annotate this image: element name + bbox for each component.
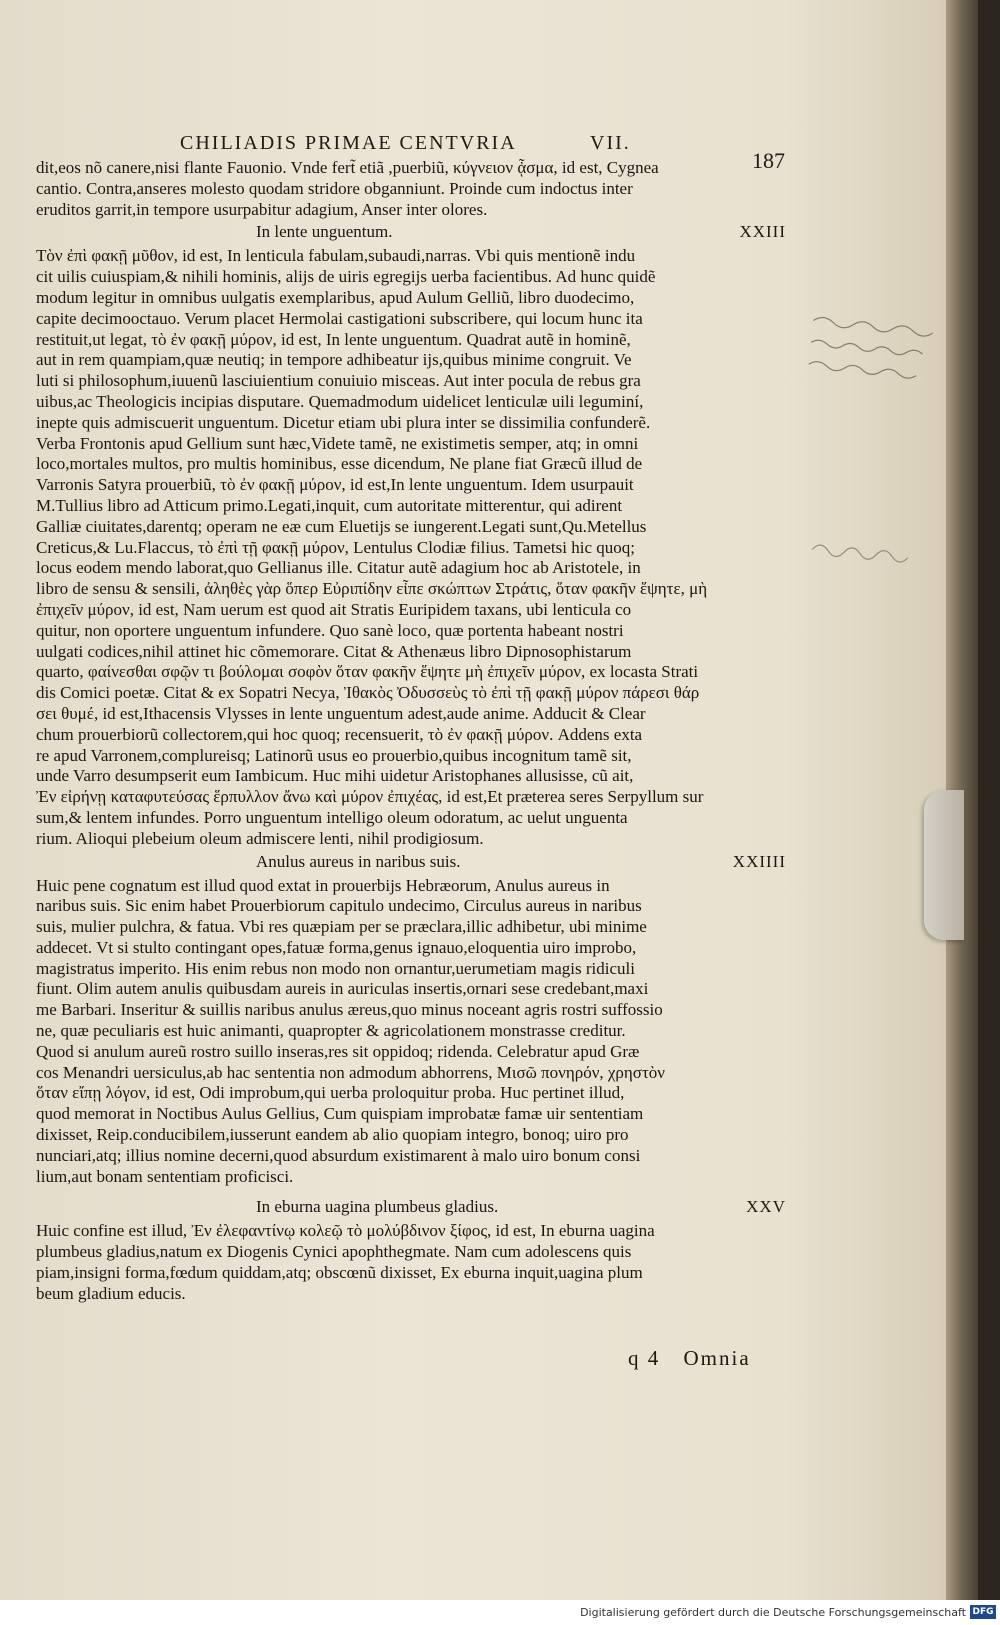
text-line: suis, mulier pulchra, & fatua. Vbi res quæpiam per se præclara,illic adhibetur, ubi minime [36, 917, 647, 937]
section-heading-xxiiii [36, 852, 786, 876]
section-heading-xxiii [36, 222, 786, 246]
text-line: aut in rem quampiam,quæ neutiq; in tempore adhibeatur ijs,quibus minime congruit. Ve [36, 350, 632, 370]
text-line: beum gladium educis. [36, 1283, 186, 1303]
text-line: libro de sensu & sensili, ἀληθὲς γὰρ ὅπερ Εὐριπίδην εἶπε σκώπτων Στράτις, ὅταν φακῆν ἕψητε, μὴ [36, 579, 708, 599]
paragraph-anulus [36, 876, 786, 1188]
text-line: naribus suis. Sic enim habet Prouerbiorum capitulo undecimo, Circulus aureus in naribus [36, 896, 642, 916]
footer-credit: Digitalisierung gefördert durch die Deutsche Forschungsgemeinschaft [580, 1606, 966, 1619]
text-line: ἐπιχεῖν μύρον, id est, Nam uerum est quod ait Stratis Euripidem taxans, ubi lenticula co [36, 599, 632, 619]
catchword-line [628, 1346, 767, 1371]
section-number: XXIII [739, 222, 786, 242]
text-line: uulgati codices,nihil attinet hic cõmemorare. Citat & Athenæus libro Dipnosophistarum [36, 641, 632, 661]
text-line: fiunt. Olim autem anulis quibusdam aureis in auriculas insertis,ornari sese credebant,maxi [36, 979, 649, 999]
text-line: Varronis Satyra prouerbiũ, τὸ ἐν φακῇ μύρον, id est,In lente unguentum. Idem usurpauit [36, 475, 634, 495]
text-line: dixisset, Reip.conducibilem,iusserunt eandem ab alio quopiam integro, bonoq; uiro pro [36, 1125, 629, 1145]
text-line: loco,mortales multos, pro multis hominibus, esse dicendum, Ne plane fiat Græcũ illud de [36, 454, 643, 474]
text-line: locus eodem mendo laborat,quo Gellianus ille. Citatur autẽ adagium hoc ab Aristotele, in [36, 558, 641, 578]
running-title: CHILIADIS PRIMAE CENTVRIA [180, 132, 517, 154]
paragraph-intro [36, 158, 786, 220]
text-line: addecet. Vt si stulto contingant opes,fatuæ forma,genus ignauo,eloquentia uiro improbo, [36, 937, 637, 957]
text-line: M.Tullius libro ad Atticum primo.Legati,inquit, cum autoritate mitterentur, qui adirent [36, 495, 623, 515]
section-number: XXIIII [732, 851, 786, 871]
text-line: re apud Varronem,complureisq; Latinorũ usus eo prouerbio,quibus incognitum tamẽ sit, [36, 745, 632, 765]
text-line: me Barbari. Inseritur & suillis naribus anulus æreus,quo minus noceant agris rostri suffossio [36, 1000, 663, 1020]
section-heading-xxv [36, 1197, 786, 1221]
text-line: cit uilis cuiuspiam,& nihili hominis, alijs de uiris egregijs uerba facientibus. Ad hunc quidẽ [36, 267, 656, 287]
text-line: Huic confine est illud, Ἐν ἐλεφαντίνῳ κολεῷ τὸ μολύβδινον ξίφος, id est, In eburna uagina [36, 1221, 655, 1241]
dfg-logo: DFG [970, 1605, 996, 1619]
text-line: luti si philosophum,iuuenũ lasciuientium conuiuio misceas. Aut inter pocula de rebus gra [36, 371, 641, 391]
text-line: dit,eos nõ canere,nisi flante Fauonio. Vnde fert̃ etiã ,puerbiũ, κύγνειον ᾆσμα, id est, Cygnea [36, 158, 659, 177]
text-line: dis Comici poetæ. Citat & ex Sopatri Necya, Ἰθακὸς Ὀδυσσεὺς τὸ ἐπὶ τῇ φακῇ μύρον πάρεσι θάρ [36, 683, 700, 703]
text-line: σει θυμέ, id est,Ithacensis Vlysses in lente unguentum adest,aude anime. Adducit & Clear [36, 703, 646, 723]
chapter-number: VII. [590, 132, 631, 154]
text-line: magistratus imperito. His enim rebus non modo non ornantur,uerumetiam magis ridiculi [36, 958, 635, 978]
text-line: Creticus,& Lu.Flaccus, τὸ ἐπὶ τῇ φακῇ μύρον, Lentulus Clodiæ filius. Tametsi hic quoq; [36, 537, 635, 557]
text-line: Galliæ ciuitates,darentq; operam ne eæ cum Eluetijs se iungerent.Legati sunt,Qu.Metellus [36, 516, 647, 536]
handwriting-scribble-icon [805, 310, 961, 395]
text-line: sum,& lentem infundes. Porro unguentum intelligo oleum odoratum, ac uelut unguenta [36, 807, 628, 827]
text-line: piam,insigni forma,fœdum quiddam,atq; obscœnũ dixisset, Ex eburna inquit,uagina plum [36, 1263, 643, 1283]
section-number: XXV [746, 1197, 786, 1217]
text-line: Ἐν εἰρήνῃ καταφυτεύσας ἕρπυλλον ἄνω καὶ μύρον ἐπιχέας, id est,Et præterea seres Serpyllum sur [36, 787, 704, 807]
text-line: nunciari,atq; illius nomine decerni,quod absurdum existimarent à malo uiro bonum consi [36, 1145, 641, 1165]
bookmark-tab [924, 790, 964, 940]
section-title: In eburna uagina plumbeus gladius. [256, 1197, 499, 1217]
handwritten-margin-note [804, 310, 961, 402]
text-line: chum prouerbiorũ collectorem,qui hoc quoq; recensuerit, τὸ ἐν φακῇ μύρον. Addens exta [36, 724, 643, 744]
text-line: Quod si anulum aureũ rostro suillo inseras,res sit oppidoq; ridenda. Celebratur apud Græ [36, 1041, 640, 1061]
text-line: modum legitur in omnibus uulgatis exemplaribus, apud Aulum Gelliũ, libro duodecimo, [36, 287, 635, 307]
text-line: quod memorat in Noctibus Aulus Gellius, Cum quispiam improbatæ famæ uir sententiam [36, 1104, 644, 1124]
text-line: cos Menandri uersiculus,ab hac sententia non admodum abhorrens, Μισῶ πονηρόν, χρηστὸν [36, 1062, 665, 1082]
text-line: capite decimooctauo. Verum placet Hermolai castigationi subscribere, qui locum hunc ita [36, 308, 643, 328]
signature-mark: q 4 [628, 1346, 661, 1370]
text-line: Huic pene cognatum est illud quod extat in prouerbijs Hebræorum, Anulus aureus in [36, 875, 610, 895]
folio-number: 187 [752, 148, 785, 173]
section-title: Anulus aureus in naribus suis. [256, 851, 461, 871]
text-line: quarto, φαίνεσθαι σφῷν τι βούλομαι σοφὸν ὅταν φακῆν ἕψητε μὴ ἐπιχεῖν μύρον, ex locasta Strati [36, 662, 699, 682]
text-line: plumbeus gladius,natum ex Diogenis Cynici apophthegmate. Nam cum adolescens quis [36, 1242, 632, 1262]
text-line: inepte quis admiscuerit unguentum. Dicetur etiam ubi plura inter se dissimilia confunderẽ. [36, 412, 651, 432]
paragraph-eburna [36, 1221, 786, 1304]
text-line: Verba Frontonis apud Gellium sunt hæc,Videte tamẽ, ne existimetis semper, atq; in omni [36, 433, 639, 453]
text-line: eruditos garrit,in tempore usurpabitur adagium, Anser inter olores. [36, 199, 488, 219]
text-line: unde Varro desumpserit eum Iambicum. Huc mihi uidetur Aristophanes allusisse, cũ ait, [36, 766, 634, 786]
digitization-footer [0, 1600, 1000, 1625]
text-line: cantio. Contra,anseres molesto quodam stridore obganniunt. Proinde cum indoctus inter [36, 178, 633, 198]
text-line: restituit,ut legat, τὸ ἐν φακῇ μύρον, id est, In lente unguentum. Quadrat autẽ in hominẽ, [36, 329, 631, 349]
handwritten-margin-note-2 [809, 535, 921, 572]
section-title: In lente unguentum. [256, 222, 393, 242]
page-header [180, 128, 800, 162]
main-text [36, 158, 786, 1305]
handwriting-scribble-icon [809, 535, 921, 568]
text-line: quitur, non oportere unguentum infundere. Quo sanè loco, quæ portenta habeant nostri [36, 620, 624, 640]
text-line: lium,aut bonam sententiam proficisci. [36, 1166, 294, 1186]
text-line: ne, quæ peculiaris est huic animanti, quapropter & agricolationem monstrasse creditur. [36, 1021, 626, 1041]
text-line: Τὸν ἐπὶ φακῇ μῦθον, id est, In lenticula fabulam,subaudi,narras. Vbi quis mentionẽ indu [36, 246, 636, 266]
paragraph-in-lente [36, 246, 786, 849]
text-line: ὅταν εἴπῃ λόγον, id est, Odi improbum,qui uerba proloquitur proba. Huc pertinet illud, [36, 1083, 625, 1103]
catchword: Omnia [683, 1346, 751, 1370]
text-line: uibus,ac Theologicis incipias disputare. Quemadmodum uidelicet lenticulæ uili leguminí, [36, 391, 644, 411]
text-line: rium. Alioqui plebeium oleum admiscere lenti, nihil prodigiosum. [36, 828, 484, 848]
